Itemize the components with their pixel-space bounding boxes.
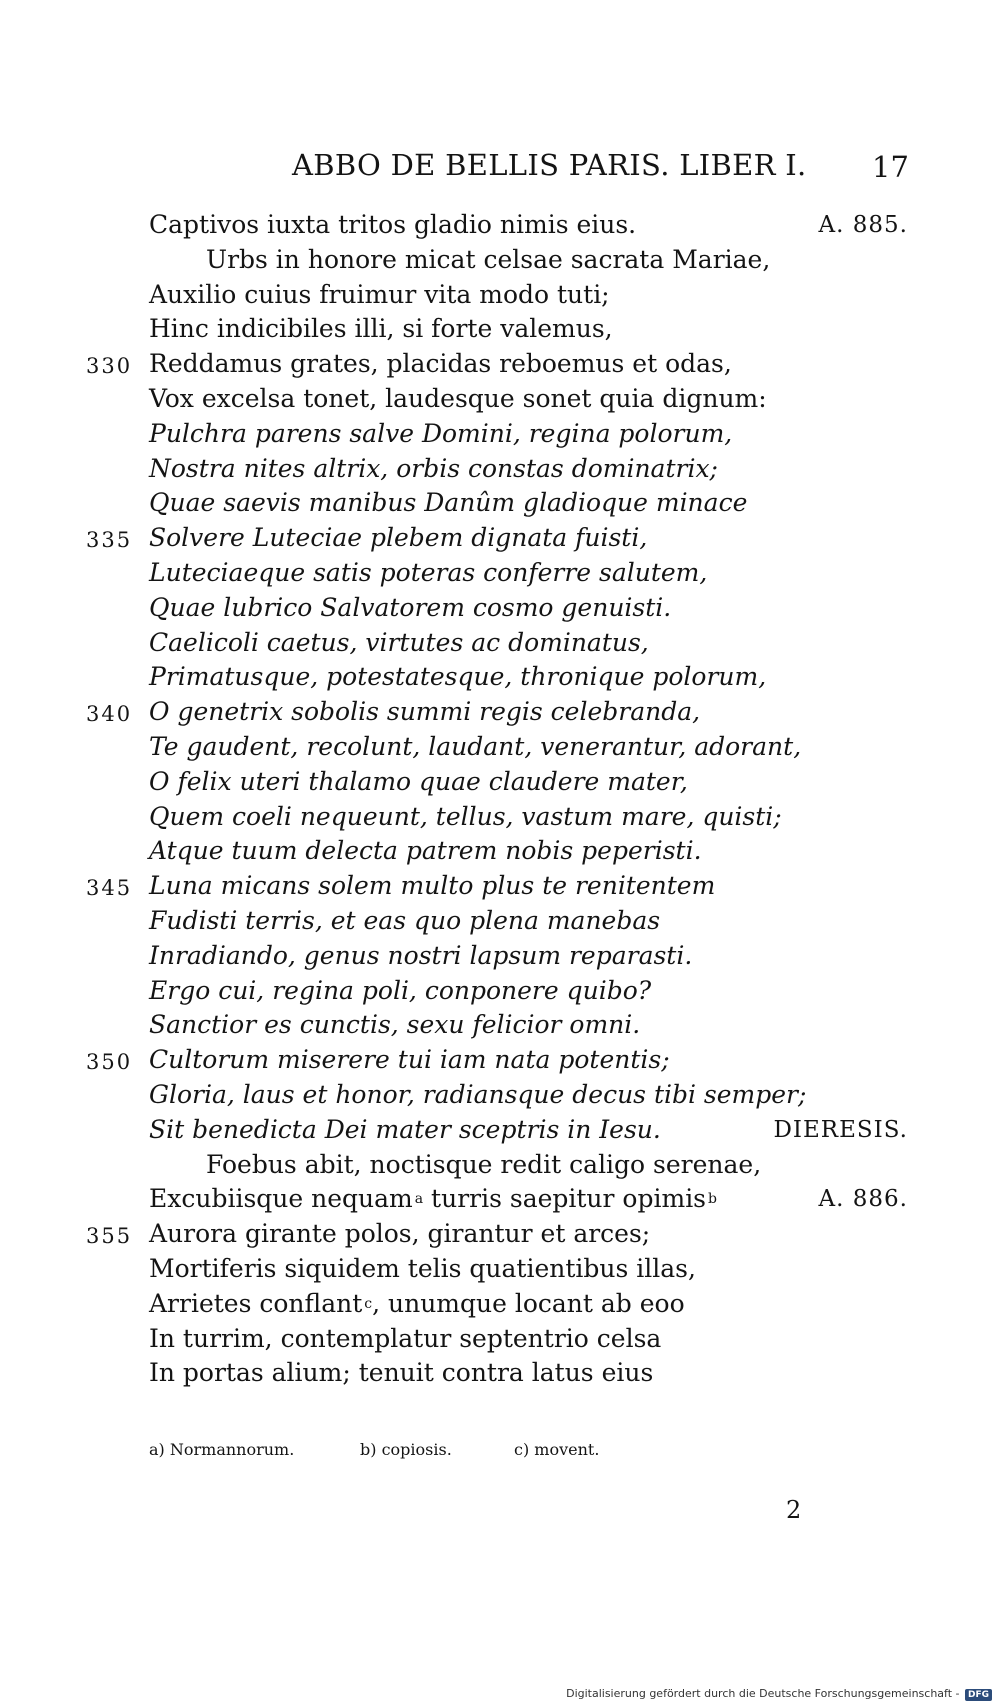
verse-text: Quae saevis manibus Danûm gladioque minace <box>149 488 748 518</box>
verse-line <box>0 312 1000 347</box>
verse-text: Luteciaeque satis poteras conferre salutem, <box>149 557 708 587</box>
verse-line <box>0 1322 1000 1357</box>
verse-text: Auxilio cuius fruimur vita modo tuti; <box>149 279 610 309</box>
verse-line <box>0 765 1000 800</box>
verse-text: Inradiando, genus nostri lapsum reparasti. <box>149 940 693 970</box>
footnote-marker-b: b <box>708 1191 717 1208</box>
signature-mark: 2 <box>786 1496 802 1524</box>
verse-line <box>0 904 1000 939</box>
verse-text: In turrim, contemplatur septentrio celsa <box>149 1323 662 1353</box>
footnote-b: b) copiosis. <box>360 1440 452 1459</box>
line-number: 345 <box>86 876 133 901</box>
verse-line <box>0 486 1000 521</box>
footnote-c: c) movent. <box>514 1440 600 1459</box>
verse-text: O genetrix sobolis summi regis celebranda, <box>149 697 701 727</box>
verse-line <box>0 278 1000 313</box>
line-number: 330 <box>86 354 133 379</box>
verse-line <box>0 1078 1000 1113</box>
verse-text: Sanctior es cunctis, sexu felicior omni. <box>149 1010 641 1040</box>
verse-text-part: Arrietes conflant <box>149 1288 363 1318</box>
verse-line <box>0 243 1000 278</box>
page-header <box>0 140 1000 184</box>
verse-text-with-notes <box>149 1287 685 1326</box>
verse-line <box>0 591 1000 626</box>
verse-line <box>0 1182 1000 1217</box>
verse-block <box>0 208 1000 1391</box>
verse-text: Reddamus grates, placidas reboemus et odas, <box>149 349 732 379</box>
verse-line <box>0 1252 1000 1287</box>
footnote-a: a) Normannorum. <box>149 1440 295 1459</box>
verse-text: Ergo cui, regina poli, conponere quibo? <box>149 975 652 1005</box>
verse-text: In portas alium; tenuit contra latus eius <box>149 1358 654 1388</box>
credit-text: Digitalisierung gefördert durch die Deutsche Forschungsgemeinschaft - <box>566 1687 960 1700</box>
verse-text-part: , unumque locant ab eoo <box>372 1288 685 1318</box>
verse-line <box>0 382 1000 417</box>
verse-line <box>0 1148 1000 1183</box>
verse-text: Aurora girante polos, girantur et arces; <box>149 1219 651 1249</box>
verse-line <box>0 834 1000 869</box>
verse-line <box>0 347 1000 382</box>
line-number: 350 <box>86 1050 133 1075</box>
verse-line <box>0 452 1000 487</box>
line-number: 355 <box>86 1224 133 1249</box>
verse-line <box>0 730 1000 765</box>
verse-text: Hinc indicibiles illi, si forte valemus, <box>149 314 613 344</box>
running-title: ABBO DE BELLIS PARIS. LIBER I. <box>292 148 807 182</box>
verse-text: Atque tuum delecta patrem nobis peperisti. <box>149 836 702 866</box>
verse-text: Foebus abit, noctisque redit caligo serenae, <box>206 1149 762 1179</box>
verse-text-part: turris saepitur opimis <box>423 1184 707 1214</box>
line-number: 340 <box>86 702 133 727</box>
margin-note: A. 885. <box>818 212 908 238</box>
verse-text: Luna micans solem multo plus te renitentem <box>149 871 716 901</box>
verse-line <box>0 1113 1000 1148</box>
verse-line <box>0 556 1000 591</box>
footnote-marker-c: c <box>364 1295 373 1312</box>
page-number: 17 <box>872 150 909 184</box>
verse-text: Fudisti terris, et eas quo plena manebas <box>149 905 661 935</box>
verse-text: Sit benedicta Dei mater sceptris in Iesu. <box>149 1114 661 1144</box>
verse-text: Nostra nites altrix, orbis constas dominatrix; <box>149 453 718 483</box>
verse-text: Gloria, laus et honor, radiansque decus tibi semper; <box>149 1079 807 1109</box>
margin-note: DIERESIS. <box>773 1116 908 1143</box>
verse-line <box>0 208 1000 243</box>
verse-text-with-notes <box>149 1182 717 1221</box>
verse-text-part: Excubiisque nequam <box>149 1184 413 1214</box>
verse-text: O felix uteri thalamo quae claudere mater, <box>149 766 688 796</box>
verse-text: Primatusque, potestatesque, thronique polorum, <box>149 662 767 692</box>
verse-text: Mortiferis siquidem telis quatientibus illas, <box>149 1253 696 1283</box>
verse-line <box>0 417 1000 452</box>
line-number: 335 <box>86 528 133 553</box>
verse-line <box>0 1043 1000 1078</box>
verse-text: Solvere Luteciae plebem dignata fuisti, <box>149 523 648 553</box>
verse-text: Quem coeli nequeunt, tellus, vastum mare, quisti; <box>149 801 782 831</box>
verse-line <box>0 1356 1000 1391</box>
verse-text: Cultorum miserere tui iam nata potentis; <box>149 1045 670 1075</box>
verse-text: Caelicoli caetus, virtutes ac dominatus, <box>149 627 649 657</box>
verse-line <box>0 1287 1000 1322</box>
verse-line <box>0 939 1000 974</box>
digitization-credit <box>566 1687 992 1701</box>
verse-line <box>0 1008 1000 1043</box>
verse-text: Quae lubrico Salvatorem cosmo genuisti. <box>149 592 672 622</box>
verse-line <box>0 521 1000 556</box>
margin-note: A. 886. <box>818 1186 908 1213</box>
verse-line <box>0 695 1000 730</box>
verse-line <box>0 974 1000 1009</box>
verse-line <box>0 660 1000 695</box>
verse-text: Urbs in honore micat celsae sacrata Mariae, <box>206 244 771 274</box>
verse-text: Vox excelsa tonet, laudesque sonet quia dignum: <box>149 383 767 413</box>
verse-text: Captivos iuxta tritos gladio nimis eius. <box>149 210 637 239</box>
dfg-logo: DFG <box>965 1689 992 1701</box>
footnote-marker-a: a <box>414 1191 424 1208</box>
verse-text: Pulchra parens salve Domini, regina polorum, <box>149 418 733 448</box>
verse-line <box>0 800 1000 835</box>
verse-line <box>0 869 1000 904</box>
verse-text: Te gaudent, recolunt, laudant, venerantur, adorant, <box>149 731 802 761</box>
verse-line <box>0 626 1000 661</box>
verse-line <box>0 1217 1000 1252</box>
